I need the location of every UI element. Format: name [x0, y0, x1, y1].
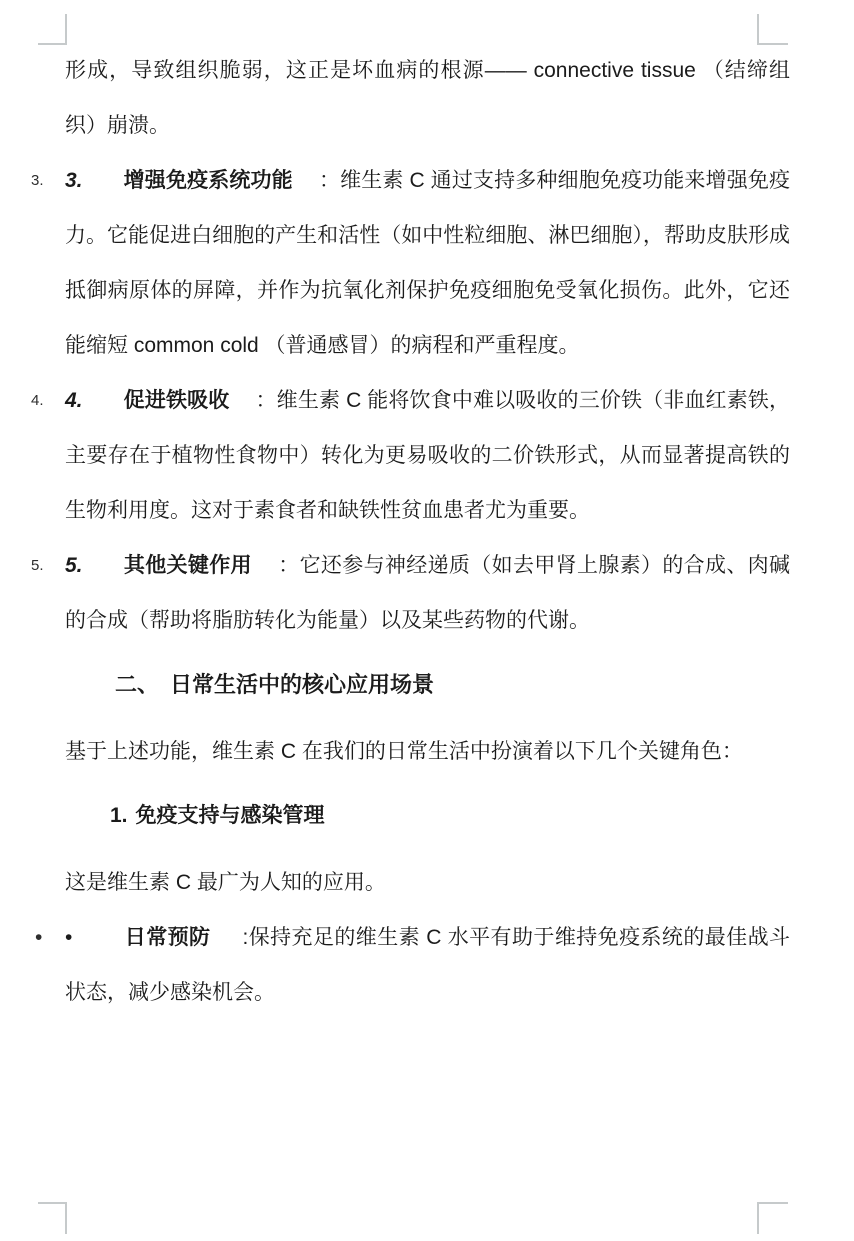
margin-list-number: 5. [31, 557, 44, 574]
crop-mark-bottom-left [38, 1202, 67, 1234]
section-heading-text: 日常生活中的核心应用场景 [170, 672, 435, 697]
subsection-intro-paragraph: 这是维生素 C 最广为人知的应用。 [65, 871, 386, 894]
list-item-body: ：维生素 C 能将饮食中难以吸收的三价铁（非血红素铁，主要存在于植物性食物中）转化为更易吸收的二价铁形式，从而显著提高铁的生物利用度。这对于素食者和缺铁性贫血患者尤为重要。 [65, 389, 790, 522]
margin-list-number: 3. [31, 172, 44, 189]
subsection-heading [65, 788, 790, 843]
numbered-list-item-5 [31, 538, 791, 648]
subsection-heading-text: 免疫支持与感染管理 [135, 804, 325, 827]
section-heading [65, 657, 790, 712]
bullet-list-item [35, 910, 790, 1020]
numbered-list-item-3 [31, 153, 790, 373]
numbered-list-item-4 [31, 373, 790, 538]
list-item-body: ：它还参与神经递质（如去甲肾上腺素）的合成、肉碱的合成（帮助将脂肪转化为能量）以及某些药物的代谢。 [65, 554, 791, 632]
list-item-title: 增强免疫系统功能 [123, 169, 293, 192]
list-item-number: 5. [65, 554, 83, 577]
list-item-number: 4. [65, 389, 83, 412]
subsection-heading-numeral: 1. [110, 804, 128, 827]
bullet-item-body: :保持充足的维生素 C 水平有助于维持免疫系统的最佳战斗状态，减少感染机会。 [65, 926, 790, 1004]
list-item-number: 3. [65, 169, 83, 192]
crop-mark-bottom-right [757, 1202, 788, 1234]
list-item-title: 其他关键作用 [123, 554, 252, 577]
document-body [31, 43, 791, 1020]
crop-mark-top-left [38, 14, 67, 45]
margin-bullet-marker: • [35, 926, 43, 949]
bullet-item-title: 日常预防 [124, 926, 211, 949]
continuation-paragraph: 形成，导致组织脆弱，这正是坏血病的根源—— connective tissue （结缔组织）崩溃。 [65, 59, 790, 137]
list-item-body: ：维生素 C 通过支持多种细胞免疫功能来增强免疫力。它能促进白细胞的产生和活性（如中性粒细胞、淋巴细胞），帮助皮肤形成抵御病原体的屏障，并作为抗氧化剂保护免疫细胞免受氧化损伤。此外，它还能缩短 common cold （普通感冒）的病程和严重程度。 [65, 169, 790, 357]
margin-list-number: 4. [31, 392, 44, 409]
intro-paragraph: 基于上述功能，维生素 C 在我们的日常生活中扮演着以下几个关键角色： [65, 740, 743, 763]
crop-mark-top-right [757, 14, 788, 45]
list-item-title: 促进铁吸收 [123, 389, 230, 412]
bullet-marker: • [65, 926, 73, 949]
section-heading-numeral: 二、 [115, 672, 160, 697]
